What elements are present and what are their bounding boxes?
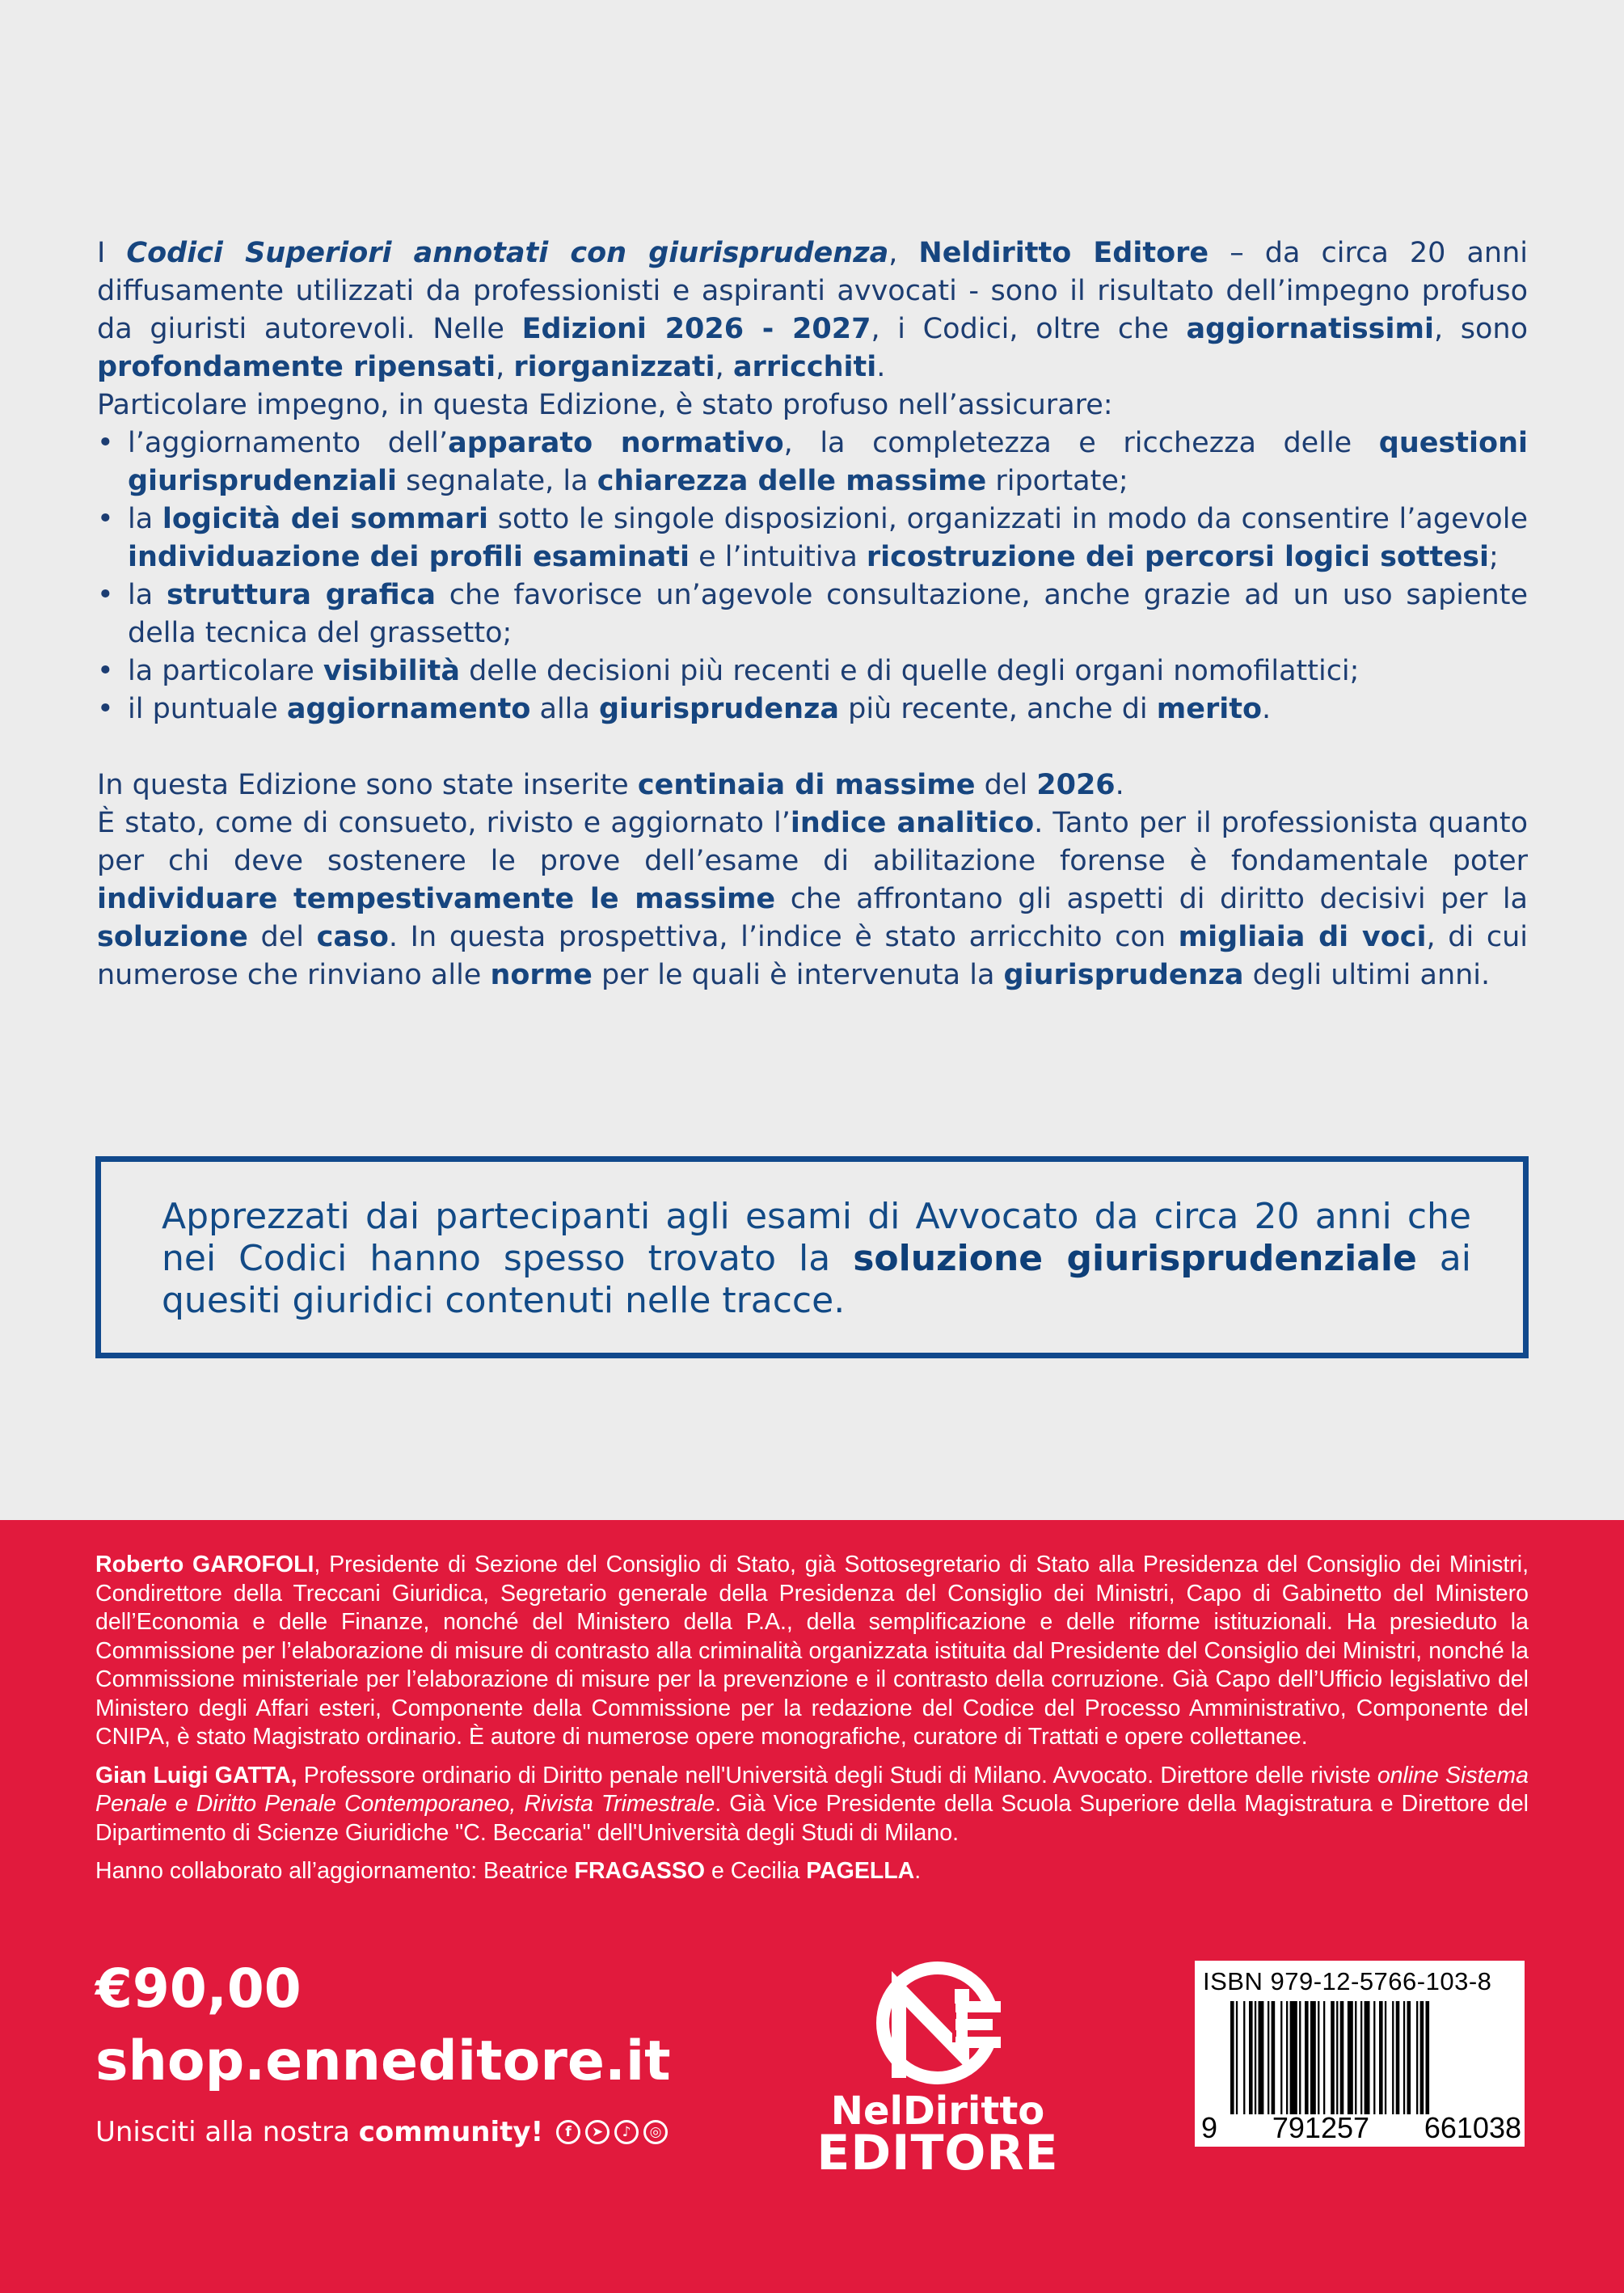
feature-list xyxy=(97,424,1528,728)
barcode-bar xyxy=(1249,2001,1253,2114)
barcode-bar xyxy=(1272,2001,1276,2114)
barcode-bar xyxy=(1299,2001,1301,2114)
instagram-icon[interactable]: ◎ xyxy=(643,2120,668,2144)
barcode-bar xyxy=(1403,2001,1405,2114)
author-bio-2: Gian Luigi GATTA, Professore ordinario di Diritto penale nell'Università degli Studi di Milano. Avvocato. Direttore delle riviste online Sistema Penale e Diritto Penale Contemporaneo, Rivista Trimestrale. Già Vice Presidente della Scuola Superiore della Magistratura e Direttore del Dipartimento di Scienze Giuridiche "C. Beccaria" dell'Università degli Studi di Milano. xyxy=(95,1762,1529,1846)
author-name: Roberto GAROFOLI xyxy=(95,1552,314,1577)
highlight-text: Apprezzati dai partecipanti agli esami di Avvocato da circa 20 anni che nei Codici hanno spesso trovato la soluzione giurisprudenziale ai quesiti giuridici contenuti nelle tracce. xyxy=(162,1196,1471,1321)
intro-paragraph-4: È stato, come di consueto, rivisto e aggiornato l’indice analitico. Tanto per il professionista quanto per chi deve sostenere le prove dell’esame di abilitazione forense è fondamentale poter individuare tempestivamente le massime che affrontano gli aspetti di diritto decisivi per la soluzione del caso. In questa prospettiva, l’indice è stato arricchito con migliaia di voci, di cui numerose che rinviano alle norme per le quali è intervenuta la giurisprudenza degli ultimi anni. xyxy=(97,807,1529,991)
intro-paragraph-3: In questa Edizione sono state inserite centinaia di massime del 2026. xyxy=(97,769,1124,801)
barcode-bar xyxy=(1385,2001,1386,2114)
barcode-icon xyxy=(1230,2001,1497,2114)
telegram-icon[interactable]: ➤ xyxy=(585,2120,610,2144)
barcode-bar xyxy=(1416,2001,1418,2114)
shop-url[interactable]: shop.enneditore.it xyxy=(95,2029,671,2093)
logo-wordmark: NelDiritto xyxy=(830,2088,1045,2134)
barcode-bar xyxy=(1336,2001,1338,2114)
barcode-bar xyxy=(1286,2001,1288,2114)
barcode-bar xyxy=(1310,2001,1316,2114)
barcode-bar xyxy=(1426,2001,1430,2114)
barcode-bar xyxy=(1373,2001,1375,2114)
intro-paragraph-1: I Codici Superiori annotati con giurisprudenza, Neldiritto Editore – da circa 20 anni diffusamente utilizzati da professionisti e aspiranti avvocati - sono il risultato dell’impegno profuso da giuristi autorevoli. Nelle Edizioni 2026 - 2027, i Codici, oltre che aggiornatissimi, sono profondamente ripensati, riorganizzati, arricchiti. xyxy=(97,237,1528,383)
price: €90,00 xyxy=(95,1957,302,2020)
barcode-bar xyxy=(1379,2001,1383,2114)
community-line: Unisciti alla nostra community! f ➤ ♪ ◎ xyxy=(95,2114,668,2150)
logo-mark-icon xyxy=(800,1957,1075,2094)
barcode-bar xyxy=(1392,2001,1394,2114)
barcode-bar xyxy=(1305,2001,1309,2114)
list-item: • la struttura grafica che favorisce un’agevole consultazione, anche grazie ad un uso sapiente della tecnica del grassetto; xyxy=(97,576,1528,652)
intro-text xyxy=(97,234,1528,994)
barcode-bar xyxy=(1420,2001,1424,2114)
tiktok-icon[interactable]: ♪ xyxy=(614,2120,639,2144)
barcode-bar xyxy=(1280,2001,1282,2114)
collaborators: Hanno collaborato all’aggiornamento: Beatrice FRAGASSO e Cecilia PAGELLA. xyxy=(95,1858,922,1884)
list-item: • l’aggiornamento dell’apparato normativo, la completezza e ricchezza delle questioni giurisprudenziali segnalate, la chiarezza delle massime riportate; xyxy=(97,424,1528,500)
isbn-label: ISBN 979-12-5766-103-8 xyxy=(1203,1967,1492,1995)
intro-paragraph-2: Particolare impegno, in questa Edizione, è stato profuso nell’assicurare: xyxy=(97,389,1113,421)
barcode-bar xyxy=(1360,2001,1362,2114)
barcode-bar xyxy=(1323,2001,1325,2114)
barcode-bar xyxy=(1255,2001,1256,2114)
barcode-bar xyxy=(1365,2001,1370,2114)
isbn-barcode xyxy=(1195,1961,1525,2147)
publisher-logo xyxy=(800,1957,1075,2181)
highlight-box xyxy=(95,1156,1529,1358)
barcode-bar xyxy=(1230,2001,1234,2114)
barcode-bar xyxy=(1340,2001,1344,2114)
author-name: Gian Luigi GATTA, xyxy=(95,1762,297,1788)
barcode-bar xyxy=(1318,2001,1319,2114)
barcode-bar xyxy=(1268,2001,1269,2114)
barcode-bar xyxy=(1355,2001,1356,2114)
facebook-icon[interactable]: f xyxy=(556,2120,580,2144)
list-item: • la particolare visibilità delle decisioni più recenti e di quelle degli organi nomofilattici; xyxy=(97,652,1528,690)
isbn-digits: 9 791257 661038 xyxy=(1201,2111,1521,2144)
barcode-bar xyxy=(1407,2001,1411,2114)
social-icons xyxy=(556,2120,668,2144)
barcode-bar xyxy=(1331,2001,1335,2114)
barcode-bar xyxy=(1243,2001,1245,2114)
lower-panel xyxy=(0,1520,1624,2293)
barcode-bar xyxy=(1290,2001,1297,2114)
list-item: • la logicità dei sommari sotto le singole disposizioni, organizzati in modo da consentire l’agevole individuazione dei profili esaminati e l’intuitiva ricostruzione dei percorsi logici sottesi; xyxy=(97,500,1528,576)
barcode-bar xyxy=(1396,2001,1400,2114)
barcode-bar xyxy=(1259,2001,1264,2114)
barcode-bar xyxy=(1236,2001,1238,2114)
list-item: • il puntuale aggiornamento alla giurisprudenza più recente, anche di merito. xyxy=(97,690,1528,728)
logo-wordmark-editore: EDITORE xyxy=(816,2125,1059,2181)
barcode-bar xyxy=(1348,2001,1353,2114)
author-bio-1: Roberto GAROFOLI, Presidente di Sezione del Consiglio di Stato, già Sottosegretario di Stato alla Presidenza del Consiglio dei Ministri, Condirettore della Treccani Giuridica, Segretario generale della Presidenza del Consiglio dei Ministri, Capo di Gabinetto del Ministero dell’Economia e delle Finanze, nonché del Ministero della P.A., della semplificazione e delle riforme istituzionali. Ha presieduto la Commissione per l’elaborazione di misure di contrasto alla criminalità organizzata istituita dal Presidente del Consiglio dei Ministri, nonché la Commissione ministeriale per l’elaborazione di misure per la prevenzione e il contrasto della corruzione. Già Capo dell’Ufficio legislativo del Ministero degli Affari esteri, Componente della Commissione per la redazione del Codice del Processo Amministrativo, Componente del CNIPA, è stato Magistrato ordinario. È autore di numerose opere monografiche, curatore di Trattati e opere collettanee. xyxy=(95,1552,1529,1750)
author-bios xyxy=(95,1551,1529,1896)
